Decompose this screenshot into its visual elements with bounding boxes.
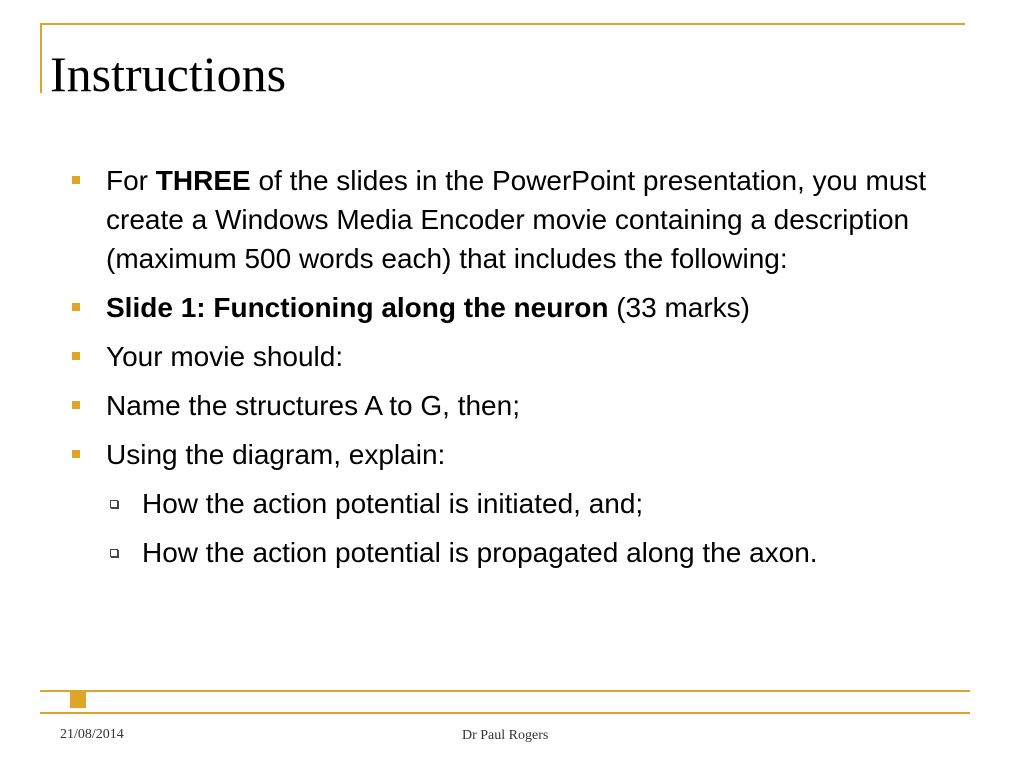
- bullet-text-prefix: For: [106, 165, 156, 196]
- bullet-using-diagram: Using the diagram, explain:: [70, 435, 970, 474]
- bullet-text-bold: Slide 1: Functioning along the neuron: [106, 292, 609, 323]
- footer-author: Dr Paul Rogers: [462, 728, 549, 743]
- bullet-name-structures: Name the structures A to G, then;: [70, 386, 970, 425]
- hollow-square-bullet-icon: [110, 500, 118, 508]
- sub-bullet-text: How the action potential is initiated, and;: [142, 488, 644, 519]
- footer-accent-square: [70, 692, 86, 708]
- sub-bullet-text: How the action potential is propagated along the axon.: [142, 537, 818, 568]
- title-frame-left-line: [40, 23, 42, 93]
- bullet-three-slides: [70, 161, 970, 278]
- footer-bottom-line: [40, 712, 970, 714]
- sub-bullet-initiated: [70, 484, 970, 523]
- hollow-square-bullet-icon: [110, 549, 118, 557]
- title-frame-top-line: [40, 23, 965, 25]
- bullet-text-bold: THREE: [155, 165, 251, 196]
- bullet-movie-should: Your movie should:: [70, 337, 970, 376]
- bullet-text-suffix: of the slides in the PowerPoint presentation, you must create a Windows Media Encoder movie containing a description (maximum 500 words each) that includes the following:: [106, 165, 927, 274]
- slide-content: [70, 161, 970, 582]
- bullet-text-suffix: (33 marks): [608, 292, 751, 323]
- bullet-slide-1: [70, 288, 970, 327]
- slide-title: Instructions: [50, 46, 287, 102]
- footer-date: 21/08/2014: [60, 727, 124, 742]
- sub-bullet-propagated: [70, 533, 902, 572]
- footer-top-line: [40, 690, 970, 692]
